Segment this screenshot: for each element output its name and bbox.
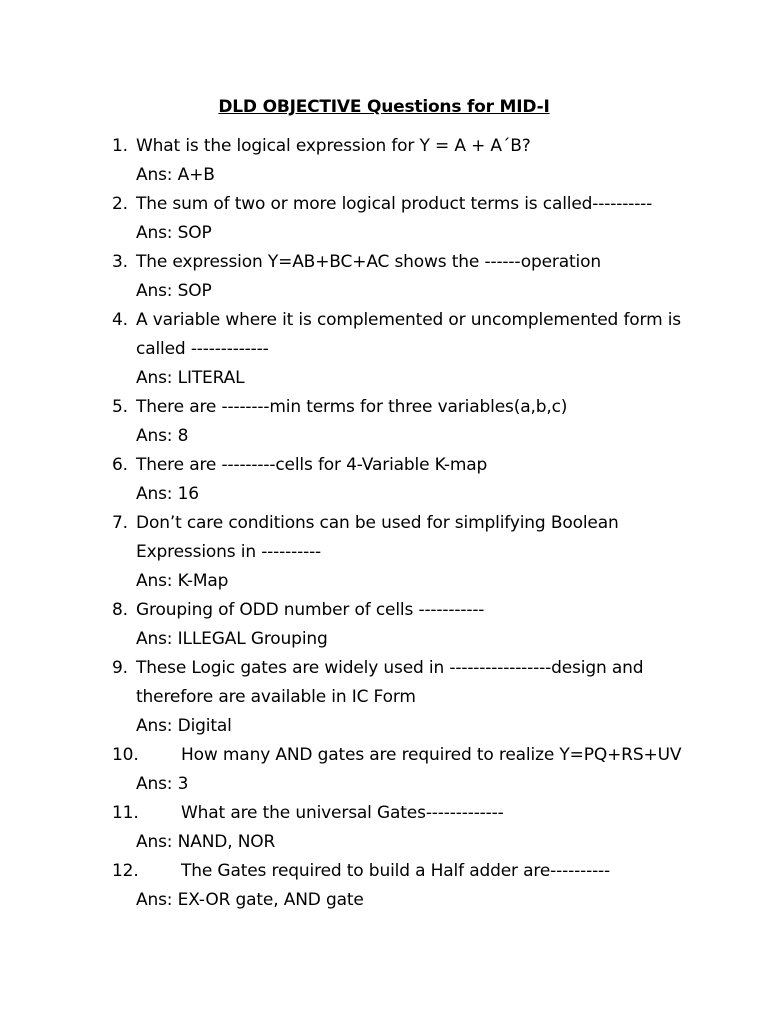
question-item [112, 654, 712, 741]
question-text: There are --------min terms for three variables(a,b,c) [136, 397, 568, 417]
answer-text: Ans: Digital [136, 716, 232, 736]
question-item [112, 509, 712, 596]
question-item [112, 190, 712, 248]
answer-text: Ans: A+B [136, 165, 215, 185]
answer-text: Ans: K-Map [136, 571, 229, 591]
question-number: 11. [112, 803, 139, 823]
question-number: 8. [112, 600, 128, 620]
question-text: What is the logical expression for Y = A + A´B? [136, 136, 531, 156]
question-number: 1. [112, 136, 128, 156]
answer-text: Ans: LITERAL [136, 368, 245, 388]
question-text: Grouping of ODD number of cells ----------- [136, 600, 485, 620]
question-number: 2. [112, 194, 128, 214]
question-text: What are the universal Gates------------- [181, 803, 504, 823]
question-number: 12. [112, 861, 139, 881]
question-item [112, 306, 712, 393]
question-number: 5. [112, 397, 128, 417]
answer-text: Ans: NAND, NOR [136, 832, 276, 852]
answer-text: Ans: 16 [136, 484, 199, 504]
question-text: These Logic gates are widely used in -----------------design and therefore are available in IC Form [136, 658, 644, 707]
question-text: There are ---------cells for 4-Variable K-map [136, 455, 488, 475]
answer-text: Ans: EX-OR gate, AND gate [136, 890, 364, 910]
question-item [112, 741, 712, 799]
question-number: 9. [112, 658, 128, 678]
question-item [112, 857, 712, 915]
answer-text: Ans: SOP [136, 223, 212, 243]
question-number: 7. [112, 513, 128, 533]
question-text: How many AND gates are required to realize Y=PQ+RS+UV [181, 745, 682, 765]
question-text: Don’t care conditions can be used for simplifying Boolean Expressions in ---------- [136, 513, 619, 562]
document-title: DLD OBJECTIVE Questions for MID-I [218, 97, 550, 117]
question-item [112, 596, 712, 654]
question-number: 4. [112, 310, 128, 330]
question-text: The expression Y=AB+BC+AC shows the ------operation [136, 252, 601, 272]
question-list [112, 132, 712, 915]
answer-text: Ans: 8 [136, 426, 189, 446]
question-text: The Gates required to build a Half adder are---------- [181, 861, 611, 881]
question-item [112, 132, 712, 190]
question-item [112, 799, 712, 857]
question-item [112, 248, 712, 306]
question-text: A variable where it is complemented or uncomplemented form is called ------------- [136, 310, 682, 359]
answer-text: Ans: 3 [136, 774, 189, 794]
question-number: 6. [112, 455, 128, 475]
question-number: 3. [112, 252, 128, 272]
answer-text: Ans: SOP [136, 281, 212, 301]
question-item [112, 393, 712, 451]
question-number: 10. [112, 745, 139, 765]
question-text: The sum of two or more logical product terms is called---------- [136, 194, 653, 214]
answer-text: Ans: ILLEGAL Grouping [136, 629, 328, 649]
question-item [112, 451, 712, 509]
